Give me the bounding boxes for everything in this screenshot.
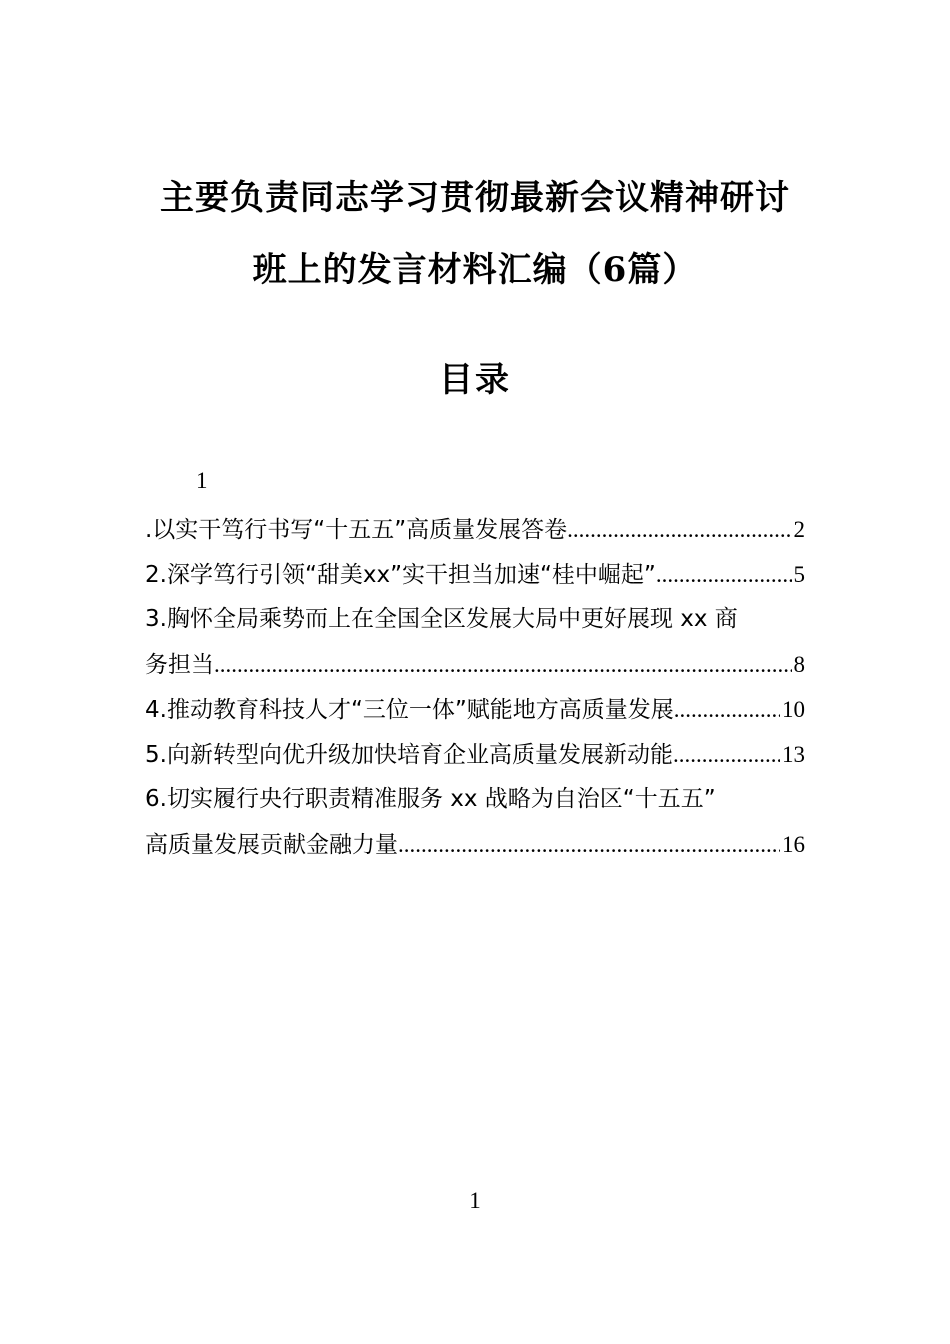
- toc-lead-number: 1: [196, 468, 208, 493]
- toc-entry-6[interactable]: [145, 822, 805, 867]
- toc-entry-3-line-1[interactable]: 3.胸怀全局乘势而上在全国全区发展大局中更好展现 xx 商: [145, 606, 738, 632]
- toc-entry-4[interactable]: [145, 687, 805, 732]
- toc-leader-dots: [398, 822, 780, 867]
- toc-entry-text: 2.深学笃行引领“甜美xx”实干担当加速“桂中崛起”: [145, 562, 656, 588]
- toc-entry-page: 16: [782, 832, 805, 857]
- toc-heading: 目录: [439, 360, 511, 400]
- table-of-contents: [145, 463, 805, 867]
- toc-entry-page: 2: [793, 517, 805, 542]
- toc-leader-dots: [673, 732, 780, 777]
- toc-entry-3[interactable]: [145, 642, 805, 687]
- toc-leader-dots: [674, 687, 780, 732]
- toc-entry-6-line-1[interactable]: 6.切实履行央行职责精准服务 xx 战略为自治区“十五五”: [145, 786, 716, 812]
- toc-entry-page: 13: [782, 742, 805, 767]
- toc-entry-page: 10: [782, 697, 805, 722]
- footer-page-number: 1: [469, 1188, 481, 1213]
- toc-entry-text: 4.推动教育科技人才“三位一体”赋能地方高质量发展: [145, 697, 674, 723]
- toc-entry-page: 5: [793, 562, 805, 587]
- toc-leader-dots: [214, 642, 792, 687]
- document-title-line-2: 班上的发言材料汇编（6篇）: [252, 250, 698, 290]
- toc-leader-dots: [567, 507, 791, 552]
- toc-entry-page: 8: [793, 652, 805, 677]
- toc-entry-2[interactable]: [145, 552, 805, 597]
- document-title-line-1: 主要负责同志学习贯彻最新会议精神研讨: [160, 178, 790, 218]
- toc-entry-text: 高质量发展贡献金融力量: [145, 832, 398, 858]
- toc-entry-text: 务担当: [145, 652, 214, 678]
- toc-entry-1[interactable]: [145, 507, 805, 552]
- toc-entry-text: .以实干笃行书写“十五五”高质量发展答卷: [145, 517, 568, 543]
- toc-leader-dots: [656, 552, 792, 597]
- toc-entry-text: 5.向新转型向优升级加快培育企业高质量发展新动能: [145, 742, 673, 768]
- toc-entry-5[interactable]: [145, 732, 805, 777]
